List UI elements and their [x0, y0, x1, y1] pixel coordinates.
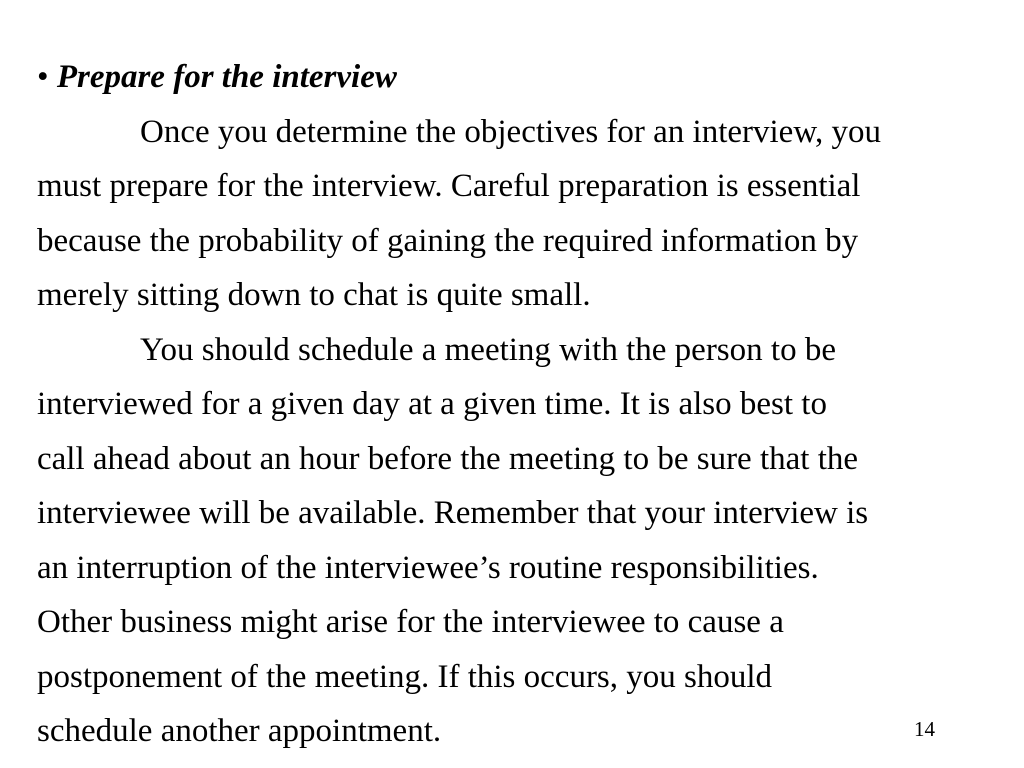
- page-number: 14: [914, 717, 935, 741]
- paragraph-line: must prepare for the interview. Careful preparation is essential: [37, 168, 861, 204]
- section-heading: Prepare for the interview: [56, 59, 397, 95]
- paragraph-line: interviewee will be available. Remember that your interview is: [37, 495, 869, 531]
- paragraph-line: Other business might arise for the interviewee to cause a: [37, 604, 784, 640]
- paragraph-line: Once you determine the objectives for an interview, you: [140, 113, 882, 150]
- paragraph-line: schedule another appointment.: [37, 713, 442, 749]
- paragraph-2: [37, 323, 997, 759]
- bullet-heading-line: [37, 50, 997, 105]
- paragraph-1: [37, 105, 997, 323]
- slide-body: [37, 50, 997, 759]
- paragraph-line: because the probability of gaining the required information by: [37, 222, 859, 259]
- paragraph-line: merely sitting down to chat is quite small.: [37, 277, 591, 313]
- paragraph-line: an interruption of the interviewee’s routine responsibilities.: [37, 549, 819, 586]
- paragraph-line: call ahead about an hour before the meeting to be sure that the: [37, 440, 859, 477]
- paragraph-line: You should schedule a meeting with the person to be: [140, 331, 836, 368]
- bullet-glyph: •: [37, 59, 49, 95]
- paragraph-line: interviewed for a given day at a given time. It is also best to: [37, 386, 827, 422]
- paragraph-line: postponement of the meeting. If this occurs, you should: [37, 658, 773, 695]
